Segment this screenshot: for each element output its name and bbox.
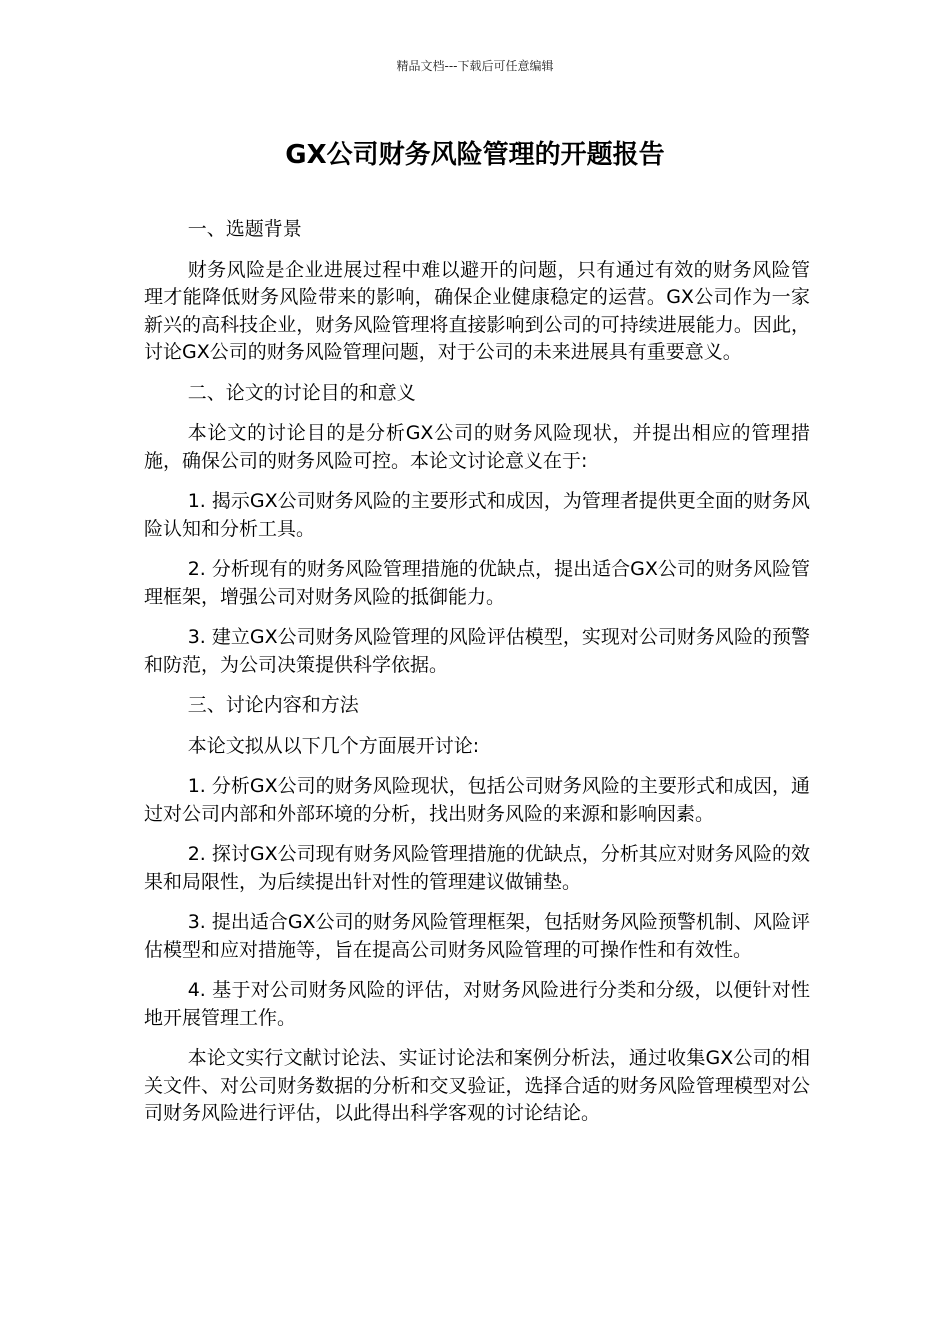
section-heading-purpose: 二、论文的讨论目的和意义 [187, 381, 416, 404]
content-item-2: 2. 探讨GX公司现有财务风险管理措施的优缺点，分析其应对财务风险的效果和局限性，为后续提出针对性的管理建议做铺垫。 [144, 843, 810, 893]
page-header-note: 精品文档---下载后可任意编辑 [396, 59, 554, 73]
paragraph-background: 财务风险是企业进展过程中难以避开的问题，只有通过有效的财务风险管理才能降低财务风险带来的影响，确保企业健康稳定的运营。GX公司作为一家新兴的高科技企业，财务风险管理将直接影响到公司的可持续进展能力。因此，讨论GX公司的财务风险管理问题，对于公司的未来进展具有重要意义。 [144, 258, 810, 363]
section-heading-content-method: 三、讨论内容和方法 [187, 694, 359, 716]
document-body [144, 216, 810, 1141]
content-item-4: 4. 基于对公司财务风险的评估，对财务风险进行分类和分级，以便针对性地开展管理工作。 [144, 979, 810, 1029]
paragraph-purpose: 本论文的讨论目的是分析GX公司的财务风险现状，并提出相应的管理措施，确保公司的财务风险可控。本论文讨论意义在于: [144, 422, 810, 472]
content-item-3: 3. 提出适合GX公司的财务风险管理框架，包括财务风险预警机制、风险评估模型和应对措施等，旨在提高公司财务风险管理的可操作性和有效性。 [144, 911, 810, 961]
content-item-1: 1. 分析GX公司的财务风险现状，包括公司财务风险的主要形式和成因，通过对公司内部和外部环境的分析，找出财务风险的来源和影响因素。 [144, 775, 810, 825]
purpose-item-2: 2. 分析现有的财务风险管理措施的优缺点，提出适合GX公司的财务风险管理框架，增强公司对财务风险的抵御能力。 [144, 558, 810, 608]
paragraph-methods: 本论文实行文献讨论法、实证讨论法和案例分析法，通过收集GX公司的相关文件、对公司财务数据的分析和交叉验证，选择合适的财务风险管理模型对公司财务风险进行评估，以此得出科学客观的讨论结论。 [144, 1047, 810, 1124]
paragraph-content-intro: 本论文拟从以下几个方面展开讨论: [187, 734, 480, 757]
section-heading-background: 一、选题背景 [187, 218, 302, 240]
document-title: GX公司财务风险管理的开题报告 [285, 140, 665, 170]
purpose-item-1: 1. 揭示GX公司财务风险的主要形式和成因，为管理者提供更全面的财务风险认知和分析工具。 [144, 490, 810, 540]
purpose-item-3: 3. 建立GX公司财务风险管理的风险评估模型，实现对公司财务风险的预警和防范，为公司决策提供科学依据。 [144, 626, 810, 676]
